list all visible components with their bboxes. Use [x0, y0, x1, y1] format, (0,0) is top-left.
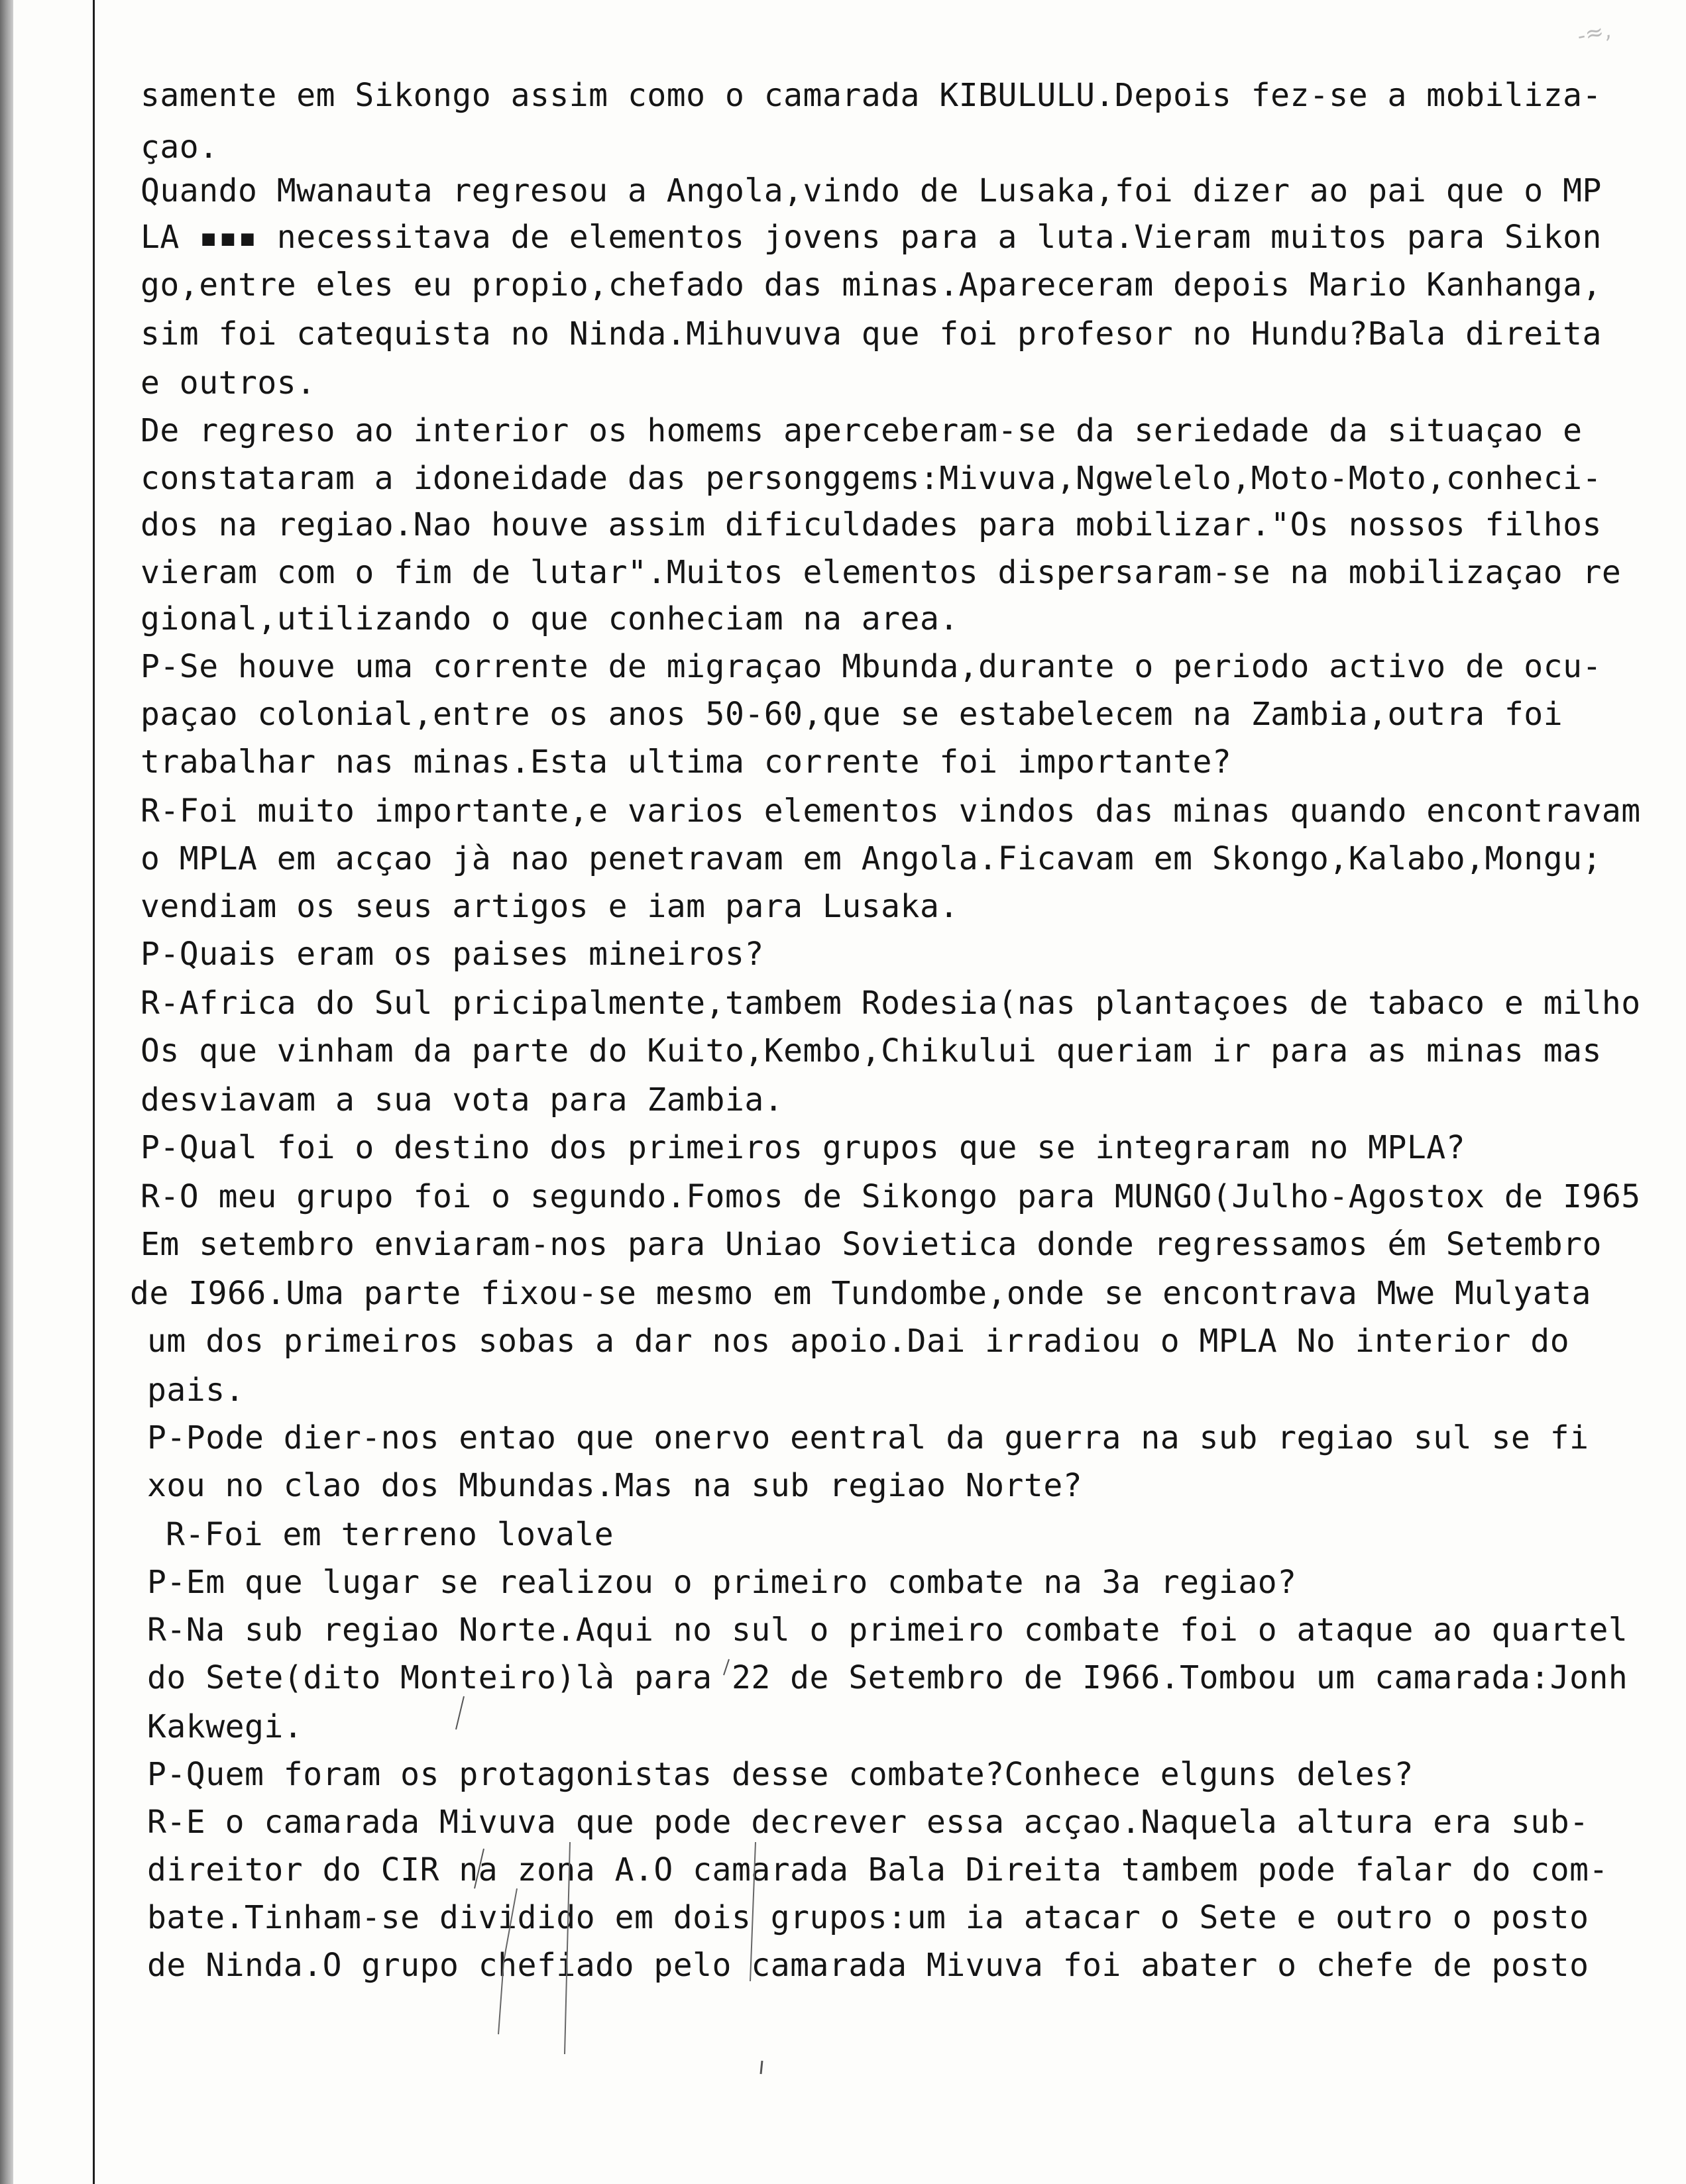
text-line: çao.	[140, 129, 219, 166]
text-line: constataram a idoneidade das personggems:Mivuva,Ngwelelo,Moto-Moto,conheci-	[140, 460, 1602, 497]
text-line: direitor do CIR na zona A.O camarada Bala Direita tambem pode falar do com-	[147, 1851, 1608, 1888]
text-line: P-Em que lugar se realizou o primeiro combate na 3a regiao?	[147, 1564, 1297, 1601]
text-line: do Sete(dito Monteiro)là para 22 de Setembro de I966.Tombou um camarada:Jonh	[147, 1659, 1628, 1696]
text-line: R-Foi em terreno lovale	[166, 1516, 614, 1553]
text-line: R-Africa do Sul pricipalmente,tambem Rodesia(nas plantaçoes de tabaco e milho	[140, 985, 1641, 1022]
text-line: um dos primeiros sobas a dar nos apoio.Dai irradiou o MPLA No interior do	[147, 1323, 1570, 1360]
text-line: P-Quais eram os paises mineiros?	[140, 936, 764, 973]
text-line: sim foi catequista no Ninda.Mihuvuva que foi profesor no Hundu?Bala direita	[140, 315, 1602, 353]
text-line: bate.Tinham-se dividido em dois grupos:um ia atacar o Sete e outro o posto	[147, 1899, 1589, 1936]
text-line: R-Na sub regiao Norte.Aqui no sul o primeiro combate foi o ataque ao quartel	[147, 1611, 1628, 1649]
text-line: o MPLA em acçao jà nao penetravam em Angola.Ficavam em Skongo,Kalabo,Mongu;	[140, 840, 1602, 877]
text-line: Quando Mwanauta regresou a Angola,vindo de Lusaka,foi dizer ao pai que o MP	[140, 172, 1602, 209]
text-line: paçao colonial,entre os anos 50-60,que se estabelecem na Zambia,outra foi	[140, 696, 1563, 733]
text-line: Os que vinham da parte do Kuito,Kembo,Chikului queriam ir para as minas mas	[140, 1032, 1602, 1069]
text-line: LA ▪▪▪ necessitava de elementos jovens para a luta.Vieram muitos para Sikon	[140, 219, 1602, 256]
text-line: pais.	[147, 1372, 245, 1409]
text-line: R-Foi muito importante,e varios elementos vindos das minas quando encontravam	[140, 792, 1641, 830]
text-line: go,entre eles eu propio,chefado das minas.Apareceram depois Mario Kanhanga,	[140, 266, 1602, 303]
text-line: xou no clao dos Mbundas.Mas na sub regiao Norte?	[147, 1467, 1083, 1504]
text-line: de I966.Uma parte fixou-se mesmo em Tundombe,onde se encontrava Mwe Mulyata	[130, 1275, 1591, 1312]
text-line: P-Qual foi o destino dos primeiros grupos que se integraram no MPLA?	[140, 1129, 1466, 1166]
text-line: P-Quem foram os protagonistas desse combate?Conhece elguns deles?	[147, 1756, 1414, 1793]
text-line: de Ninda.O grupo chefiado pelo camarada Mivuva foi abater o chefe de posto	[147, 1947, 1589, 1984]
text-line: P-Pode dier-nos entao que onervo eentral da guerra na sub regiao sul se fi	[147, 1419, 1589, 1456]
text-line: gional,utilizando o que conheciam na area.	[140, 600, 959, 637]
text-line: R-O meu grupo foi o segundo.Fomos de Sikongo para MUNGO(Julho-Agostox de I965	[140, 1178, 1641, 1215]
corner-pencil-mark: ‐≈,	[1575, 17, 1614, 50]
text-line: Em setembro enviaram-nos para Uniao Sovietica donde regressamos ém Setembro	[140, 1226, 1602, 1263]
text-line: De regreso ao interior os homems aperceberam-se da seriedade da situaçao e	[140, 412, 1583, 449]
text-line: trabalhar nas minas.Esta ultima corrente foi importante?	[140, 743, 1232, 781]
text-line: P-Se houve uma corrente de migraçao Mbunda,durante o periodo activo de ocu-	[140, 648, 1602, 685]
text-line: vendiam os seus artigos e iam para Lusaka.	[140, 888, 959, 925]
text-line: vieram com o fim de lutar".Muitos elementos dispersaram-se na mobilizaçao re	[140, 554, 1622, 591]
text-line: desviavam a sua vota para Zambia.	[140, 1081, 784, 1119]
text-line: e outros.	[140, 364, 316, 402]
text-line: Kakwegi.	[147, 1708, 304, 1745]
text-line: samente em Sikongo assim como o camarada KIBULULU.Depois fez-se a mobiliza-	[140, 77, 1602, 114]
text-line: dos na regiao.Nao houve assim dificuldades para mobilizar."Os nossos filhos	[140, 506, 1602, 543]
text-line: R-E o camarada Mivuva que pode decrever essa acçao.Naquela altura era sub-	[147, 1804, 1589, 1841]
